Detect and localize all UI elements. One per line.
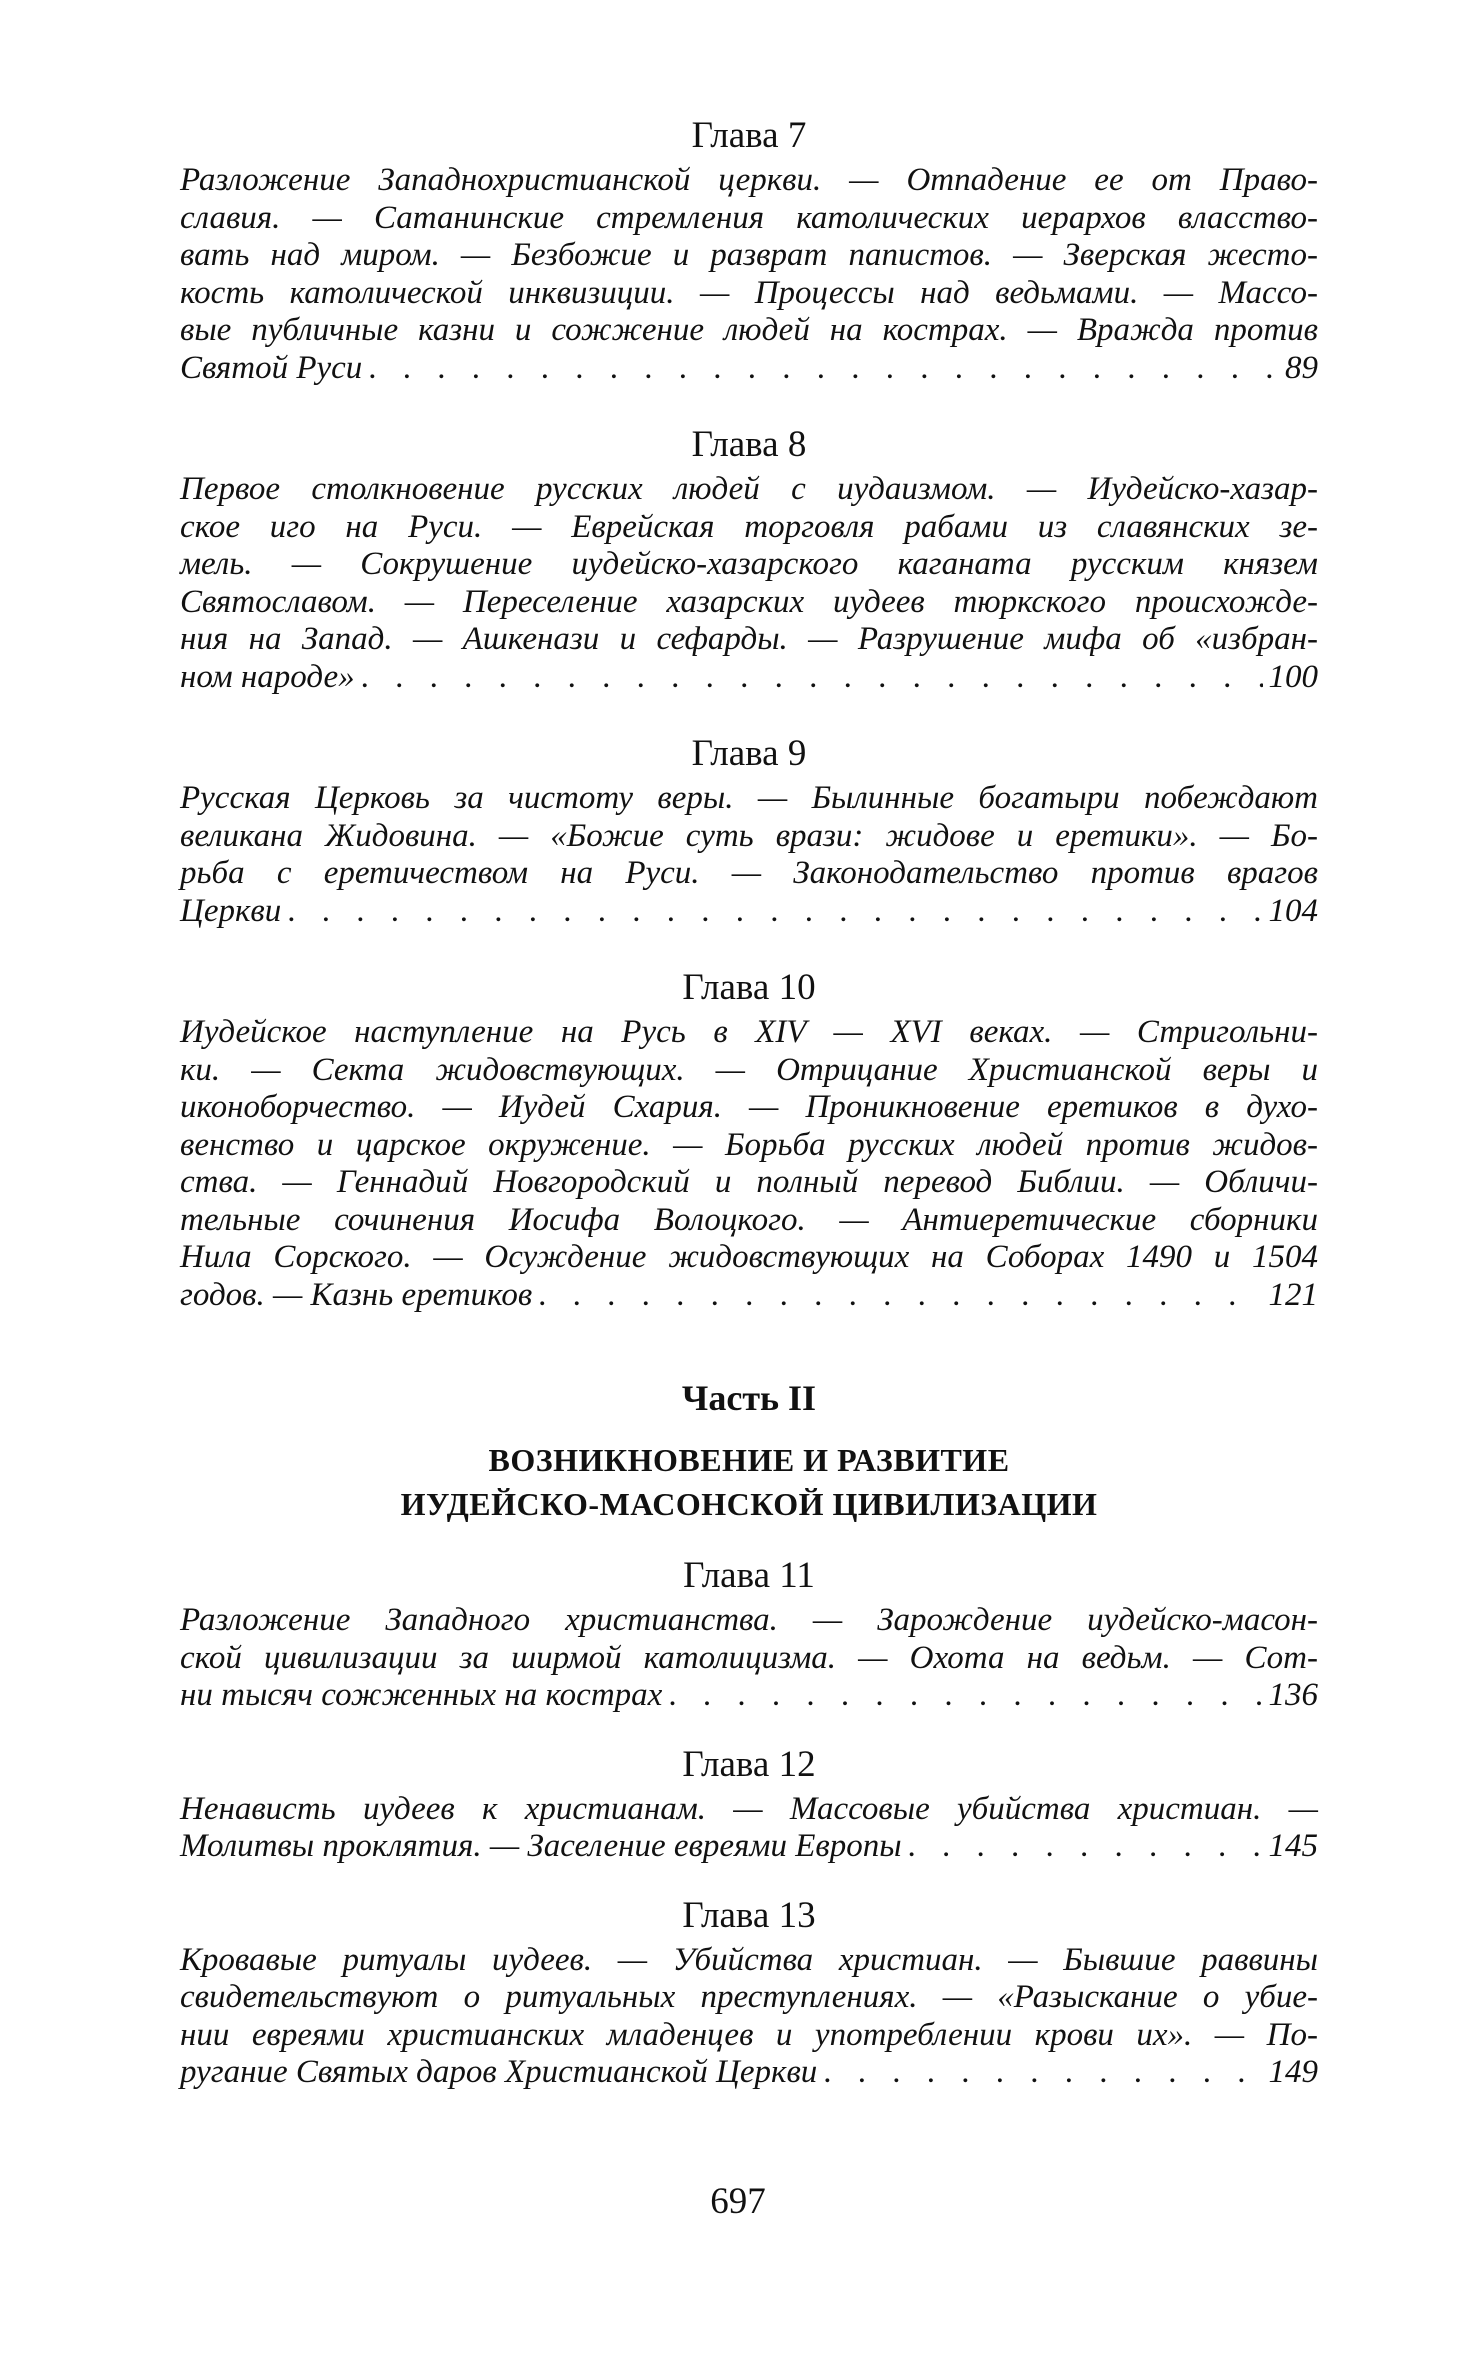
description-line: Молитвы проклятия. — Заселение евреями Европы <box>180 1828 902 1864</box>
chapter-title: Глава 8 <box>691 424 807 465</box>
description-line: ругание Святых даров Христианской Церкви <box>180 2054 818 2090</box>
chapter-title: Глава 13 <box>682 1894 816 1936</box>
page-reference: 100 <box>1268 658 1318 695</box>
toc-entry <box>180 421 1318 696</box>
toc-last-line <box>180 2054 1318 2092</box>
description-line: ном народе» <box>180 658 355 695</box>
description-line: Кровавые ритуалы иудеев. — Убийства христиан. — Бывшие раввины <box>180 1941 1318 1978</box>
description-line: мель. — Сокрушение иудейско-хазарского каганата русским князем <box>180 546 1318 582</box>
description-line: кость католической инквизиции. — Процессы над ведьмами. — Массо- <box>180 274 1318 311</box>
description-line: ки. — Секта жидовствующих. — Отрицание Христианской веры и <box>180 1051 1318 1088</box>
chapter-description <box>180 1791 1318 1866</box>
toc-last-line <box>180 893 1318 931</box>
description-line: нии евреями христианских младенцев и употреблении крови их». — По- <box>180 2016 1318 2053</box>
dot-leader <box>668 1677 1262 1715</box>
description-line: Нила Сорского. — Осуждение жидовствующих на Соборах 1490 и 1504 <box>180 1239 1318 1275</box>
chapter-description <box>180 780 1318 930</box>
toc-entry <box>180 730 1318 930</box>
description-line: иконоборчество. — Иудей Схария. — Проникновение еретиков в духо- <box>180 1089 1318 1125</box>
description-line: Разложение Западнохристианской церкви. — Отпадение ее от Право- <box>180 162 1318 198</box>
part-one-chapters <box>180 112 1318 1314</box>
toc-last-line <box>180 1277 1318 1315</box>
chapter-title: Глава 9 <box>691 733 807 774</box>
chapter-description <box>180 471 1318 696</box>
part-two-chapters <box>180 1552 1318 2092</box>
page-number: 697 <box>710 2181 766 2222</box>
chapter-title: Глава 7 <box>691 115 807 156</box>
toc-entry <box>180 1892 1318 2092</box>
description-line: славия. — Сатанинские стремления католических иерархов власство- <box>180 199 1318 236</box>
dot-leader <box>823 2054 1262 2092</box>
description-line: вать над миром. — Безбожие и разврат папистов. — Зверская жесто- <box>180 237 1318 273</box>
description-line: тельные сочинения Иосифа Волоцкого. — Антиеретические сборники <box>180 1201 1318 1238</box>
description-line: годов. — Казнь еретиков <box>180 1276 533 1313</box>
description-line: Первое столкновение русских людей с иудаизмом. — Иудейско-хазар- <box>180 471 1318 507</box>
description-line: ской цивилизации за ширмой католицизма. — Охота на ведьм. — Сот- <box>180 1639 1318 1676</box>
chapter-title: Глава 12 <box>682 1743 816 1785</box>
description-line: великана Жидовина. — «Божие суть врази: жидове и еретики». — Бо- <box>180 817 1318 854</box>
description-line: ни тысяч сожженных на кострах <box>180 1677 663 1713</box>
part-heading-line-1: ВОЗНИКНОВЕНИЕ И РАЗВИТИЕ <box>488 1442 1010 1478</box>
part-label: Часть II <box>681 1378 817 1418</box>
chapter-description <box>180 162 1318 387</box>
dot-leader <box>908 1828 1263 1866</box>
description-line: Иудейское наступление на Русь в XIV — XVI веках. — Стригольни- <box>180 1014 1318 1050</box>
description-line: ское иго на Руси. — Еврейская торговля рабами из славянских зе- <box>180 508 1318 545</box>
dot-leader <box>361 659 1263 697</box>
description-line: Русская Церковь за чистоту веры. — Былинные богатыри побеждают <box>180 780 1318 816</box>
toc-entry <box>180 112 1318 387</box>
description-line: рьба с еретичеством на Руси. — Законодательство против врагов <box>180 855 1318 891</box>
description-line: Ненависть иудеев к христианам. — Массовые убийства христиан. — <box>180 1790 1318 1827</box>
part-heading-line-2: ИУДЕЙСКО-МАСОНСКОЙ ЦИВИЛИЗАЦИИ <box>400 1486 1098 1522</box>
chapter-description <box>180 1014 1318 1314</box>
description-line: Разложение Западного христианства. — Зарождение иудейско-масон- <box>180 1602 1318 1638</box>
chapter-description <box>180 1602 1318 1715</box>
toc-last-line <box>180 1828 1318 1866</box>
part-header <box>180 1376 1318 1526</box>
page-reference: 145 <box>1268 1828 1318 1864</box>
table-of-contents <box>180 112 1318 2092</box>
dot-leader <box>287 893 1262 931</box>
description-line: ния на Запад. — Ашкенази и сефарды. — Разрушение мифа об «избран- <box>180 621 1318 657</box>
description-line: ства. — Геннадий Новгородский и полный перевод Библии. — Обличи- <box>180 1164 1318 1200</box>
toc-last-line <box>180 1677 1318 1715</box>
description-line: вые публичные казни и сожжение людей на кострах. — Вражда против <box>180 312 1318 348</box>
page-reference: 149 <box>1268 2054 1318 2090</box>
dot-leader <box>538 1277 1262 1315</box>
chapter-title: Глава 11 <box>683 1555 815 1596</box>
description-line: венство и царское окружение. — Борьба русских людей против жидов- <box>180 1126 1318 1163</box>
page-reference: 104 <box>1268 892 1318 929</box>
page-reference: 136 <box>1268 1677 1318 1713</box>
description-line: свидетельствуют о ритуальных преступлениях. — «Разыскание о убие- <box>180 1979 1318 2015</box>
chapter-title: Глава 10 <box>682 967 816 1008</box>
toc-entry <box>180 964 1318 1314</box>
toc-last-line <box>180 350 1318 388</box>
page-reference: 89 <box>1285 349 1318 386</box>
page-reference: 121 <box>1268 1276 1318 1313</box>
description-line: Святославом. — Переселение хазарских иудеев тюркского происхожде- <box>180 583 1318 620</box>
description-line: Святой Руси <box>180 349 363 386</box>
dot-leader <box>368 350 1279 388</box>
toc-last-line <box>180 659 1318 697</box>
toc-entry <box>180 1741 1318 1866</box>
toc-entry <box>180 1552 1318 1715</box>
chapter-description <box>180 1942 1318 2092</box>
description-line: Церкви <box>180 892 282 929</box>
